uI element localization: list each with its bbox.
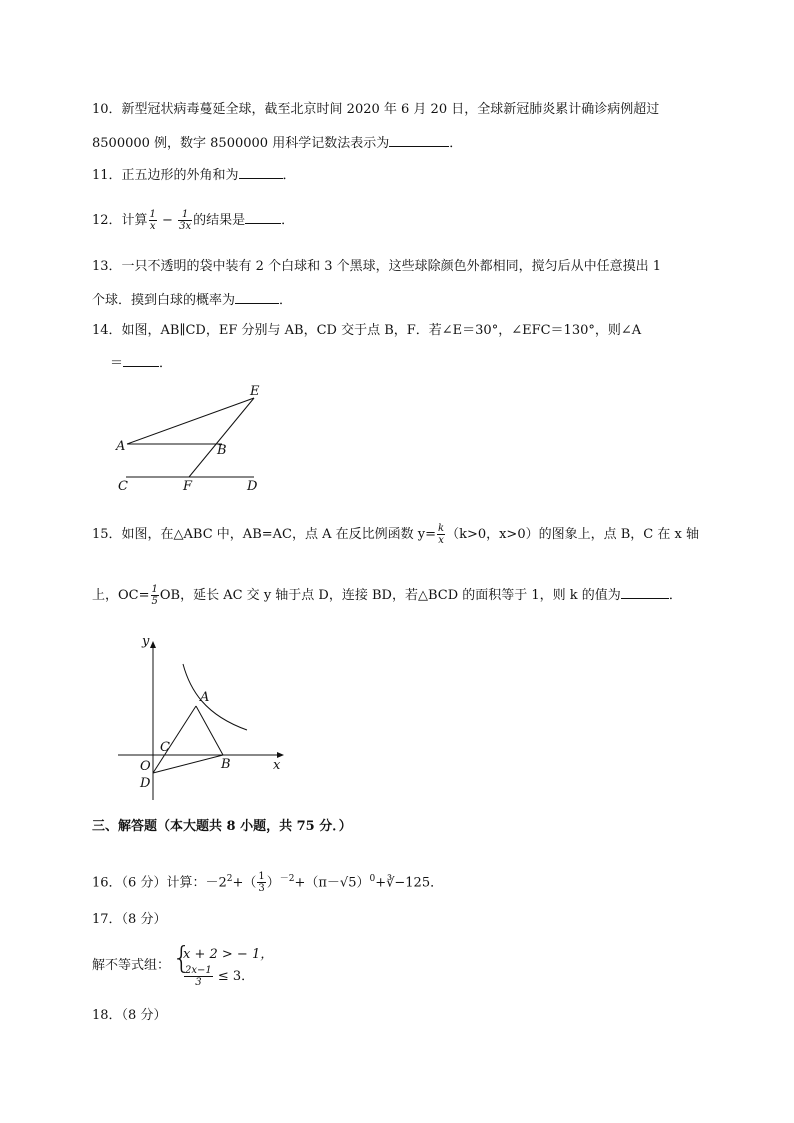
q16-line: [92, 866, 443, 896]
q14-line1: 14．如图，AB∥CD，EF 分别与 AB，CD 交于点 B，F．若∠E＝30°，∠EFC＝130°，则∠A: [92, 323, 642, 338]
q15-frac2-num: 1: [151, 584, 158, 595]
q16-frac-num: 1: [258, 871, 265, 883]
q11-text: 11．正五边形的外角和为: [92, 168, 239, 183]
q17-ineq2-rest: ≤ 3．: [213, 969, 255, 984]
q15-post: （k>0，x>0）的图象上，点 B，C 在 x 轴: [446, 527, 699, 542]
q15-label-b: B: [221, 757, 231, 772]
q12-pre: 12．计算: [92, 213, 148, 228]
q12-post: 的结果是: [193, 213, 246, 228]
q15-label-o: O: [140, 759, 151, 774]
q13-text: 个球．摸到白球的概率为: [92, 293, 236, 308]
q16-pre: 16．（6 分）计算：－2: [92, 875, 227, 891]
q12-frac2-num: 1: [178, 209, 192, 221]
q15-label-a: A: [200, 690, 210, 705]
q15-end: ．: [668, 588, 682, 603]
q15-frac2-den: 5: [151, 596, 158, 607]
q16-frac-den: 3: [258, 883, 265, 895]
q15-line2-post: OB，延长 AC 交 y 轴于点 D，连接 BD，若△BCD 的面积等于 1，则 k 的值为: [159, 588, 621, 603]
q15-label-c: C: [160, 740, 170, 755]
q16-plus3: +∛−125．: [375, 875, 444, 891]
q16-plus1: +（: [232, 875, 257, 891]
q16-sup2: －2: [279, 874, 295, 884]
q14-eq: ＝: [110, 356, 124, 371]
q15-seg-ab: [196, 706, 223, 755]
q14-label-e: E: [250, 384, 260, 399]
q10-end: ．: [449, 136, 463, 151]
q15-frac-den: x: [438, 535, 444, 546]
q14-label-d: D: [247, 479, 258, 494]
q18-head: 18．（8 分）: [92, 1008, 167, 1023]
q13-end: ．: [279, 293, 293, 308]
q16-plus2: +（π－√5）: [294, 875, 370, 891]
q17-head: 17．（8 分）: [92, 912, 167, 927]
q10-line1: 10．新型冠状病毒蔓延全球，截至北京时间 2020 年 6 月 20 日，全球新冠肺炎累计确诊病例超过: [92, 102, 660, 117]
q15-frac-num: k: [438, 523, 445, 534]
q14-label-a: A: [116, 439, 126, 454]
q12-frac2-den: 3x: [179, 221, 192, 232]
section3-title: 三、解答题（本大题共 8 小题，共 75 分．）: [92, 819, 352, 834]
q15-seg-bd: [153, 755, 223, 773]
q17-brace: {: [172, 941, 192, 976]
q12-frac1-num: 1: [149, 209, 156, 220]
q17-frac-num: 2x−1: [185, 965, 212, 976]
q15-label-d: D: [140, 776, 151, 791]
q16-after: ）: [266, 875, 280, 891]
q16-sup1: 2: [226, 874, 233, 884]
q12-end: ．: [281, 213, 295, 228]
q14-label-c: C: [118, 479, 128, 494]
q15-hyperbola: [183, 664, 247, 730]
q16-sup3: 0: [369, 874, 376, 884]
q14-end: ．: [159, 356, 173, 371]
q15-label-x: x: [273, 758, 281, 773]
q15-pre: 15．如图，在△ABC 中，AB=AC，点 A 在反比例函数 y=: [92, 527, 436, 542]
q17-fraction: [184, 965, 213, 988]
q12-frac1-den: x: [149, 221, 156, 232]
q17-label: 解不等式组：: [92, 958, 171, 973]
q17-frac-den: 3: [195, 977, 202, 988]
q11-end: ．: [282, 168, 296, 183]
q13-line1: 13．一只不透明的袋中装有 2 个白球和 3 个黑球，这些球除颜色外都相同，搅匀后从中任意摸出 1: [92, 259, 662, 274]
q14-label-f: F: [183, 479, 193, 494]
q17-ineq2: [183, 964, 254, 990]
q10-text: 8500000 例，数字 8500000 用科学记数法表示为: [92, 136, 390, 151]
q15-line2-pre: 上，OC=: [92, 588, 150, 603]
q16-fraction: [257, 871, 265, 894]
q17-ineq1: x + 2 > − 1，: [183, 947, 274, 962]
q14-label-b: B: [217, 443, 227, 458]
q15-label-y: y: [142, 634, 150, 649]
q12-minus: −: [157, 213, 178, 228]
